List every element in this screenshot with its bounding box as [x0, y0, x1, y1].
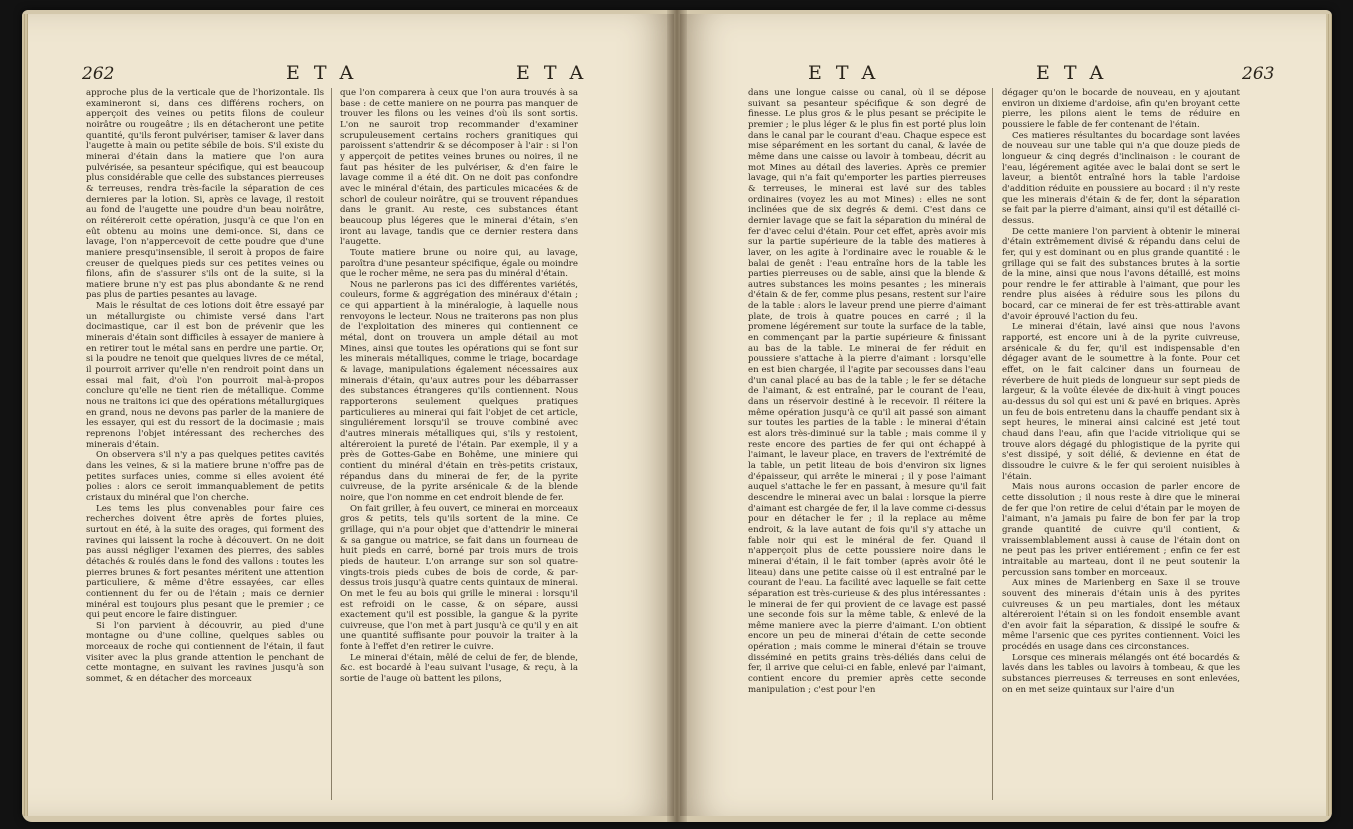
paragraph: Le minerai d'étain, lavé ainsi que nous l'avons rapporté, est encore uni à de la pyrite cuivreuse, arsénicale & du fer, qu'il est indispensable d'en dégager avant de le soumettre à la fonte. Pour cet effet, on le fait calciner dans un fourneau de réverbere de huit pieds de longueur sur sept pieds de largeur, & la voûte élevée de dix-huit à vingt pouces au-dessus du sol qui est uni & pavé en briques. Après un feu de bois entretenu dans la chauffe pendant six à sept heures, le minerai ainsi calciné est jeté tout chaud dans l'eau, afin que l'acide vitriolique qui se trouve alors dégagé du phlogistique de la pyrite qui s'est dissipé, y soit délié, & devienne en état de dissoudre le cuivre & le fer qui seroient nuisibles à l'étain.	[1002, 322, 1240, 482]
right-column-2	[1002, 88, 1240, 800]
paragraph: Les tems les plus convenables pour faire ces recherches doivent être après de fortes pluies, surtout en été, à la suite des orages, qui forment des ravines qui laissent la roche à découvert. On ne doit pas aussi négliger l'examen des pierres, des sables détachés & roulés dans le fond des vallons : toutes les pierres brunes & fort pesantes méritent une attention particuliere, & même d'être essayées, car elles contiennent du fer ou de l'étain ; mais ce dernier minéral est toujours plus pesant que le premier ; ce qui peut encore le faire distinguer.	[86, 503, 324, 621]
running-head-right-2: ETA	[1036, 62, 1118, 84]
paragraph: On fait griller, à feu ouvert, ce minerai en morceaux gros & petits, tels qu'ils sortent de la mine. Ce grillage, qui n'a pour objet que d'attendrir le minerai & sa gangue ou matrice, se fait dans un fourneau de huit pieds en carré, borné par trois murs de trois pieds de hauteur. L'on arrange sur son sol quatre-vingts-trois pieds cubes de bois de corde, & par-dessus trois jusqu'à quatre cents quintaux de minerai. On met le feu au bois qui grille le minerai : lorsqu'il est refroidi on le casse, & on sépare, aussi exactement qu'il est possible, la gangue & la pyrite cuivreuse, que l'on met à part jusqu'à ce qu'il y en ait une quantité suffisante pour pouvoir la traiter à la fonte à l'effet d'en retirer le cuivre.	[340, 503, 578, 653]
column-rule-left	[331, 88, 332, 800]
paragraph: approche plus de la verticale que de l'horizontale. Ils examineront si, dans ces différens rochers, on apperçoit des veines ou petits filons de couleur noirâtre ou rougeâtre ; ils en détacheront une petite quantité, qu'ils feront pulvériser, tamiser & laver dans l'augette à main ou petite sébile de bois. S'il existe du minerai d'étain dans la matiere que l'on aura pulvérisée, sa pesanteur spécifique, qui est beaucoup plus considérable que celle des substances pierreuses & terreuses, rendra très-facile la séparation de ces dernieres par la lotion. Si, après ce lavage, il restoit au fond de l'augette une poudre d'un beau noirâtre, on réitéreroit cette opération, jusqu'à ce que l'on en eût obtenu au moins une demi-once. Si, dans ce lavage, l'on n'appercevoit de cette poudre que d'une maniere presqu'insensible, il seroit à propos de faire creuser de quelques pieds sur ces petites veines ou filons, afin de s'assurer s'ils ont de la suite, si la matiere brune n'y est pas plus abondante & ne rend pas plus de parties pesantes au lavage.	[86, 88, 324, 301]
paragraph: dans une longue caisse ou canal, où il se dépose suivant sa pesanteur spécifique & son degré de finesse. Le plus gros & le plus pesant se précipite le premier ; le plus léger & le plus fin est porté plus loin dans le canal par le courant d'eau. Chaque espece est mise séparément en les sortant du canal, & lavée de même dans une caisse ou lavoir à tombeau, décrit au mot Mines au détail des laveries. Après ce premier lavage, qui n'a fait qu'emporter les parties pierreuses & terreuses, le minerai est lavé sur des tables ordinaires (voyez les au mot Mines) : elles ne sont inclinées que de six degrés & demi. C'est dans ce dernier lavage que se fait la séparation du minéral de fer d'avec celui d'étain. Pour cet effet, après avoir mis sur la partie supérieure de la table des matieres à laver, on les agite à l'ordinaire avec le rouable & le balai de genêt : l'eau entraîne hors de la table les parties pierreuses ou de sable, ainsi que la blende & autres substances les moins pesantes ; les minerais d'étain & de fer, comme plus pesans, restent sur l'aire de la table : alors le laveur prend une pierre d'aimant plate, de trois à quatre pouces en carré ; il la promene légérement sur toute la surface de la table, en commençant par la partie supérieure & finissant au bas de la table. Le minerai de fer réduit en poussiere s'attache à la pierre d'aimant : lorsqu'elle en est bien chargée, il l'agite par secousses dans l'eau d'un canal placé au bas de la table ; le fer se détache de l'aimant, & est entraîné, par le courant de l'eau, dans un réservoir destiné à le recevoir. Il réitere la même opération jusqu'à ce qu'il ait passé son aimant sur toutes les parties de la table : le minerai d'étain est alors très-diminué sur la table ; mais comme il y reste encore des parties de fer qui ont échappé à l'aimant, le laveur place, en travers de l'extrémité de la table, un petit liteau de bois d'environ six lignes d'épaisseur, qui arrête le minerai ; il y pose l'aimant auquel s'attache le fer en passant, à mesure qu'il fait descendre le minerai avec un balai : lorsque la pierre d'aimant est chargée de fer, il la lave comme ci-dessus pour en détacher le fer ; il la replace au même endroit, & la lave autant de fois qu'il s'y attache un fable noir qui est le minéral de fer. Quand il n'apperçoit plus de cette poussiere noire dans le minerai d'étain, il le fait tomber (après avoir ôté le liteau) dans une petite caisse où il est entraîné par le courant de l'eau. La facilité avec laquelle se fait cette séparation est très-curieuse & des plus intéressantes : le minerai de fer qui provient de ce lavage est passé une seconde fois sur la même table, & enlevé de la même maniere avec la pierre d'aimant. L'on obtient encore un peu de minerai d'étain de cette seconde opération ; mais comme le minerai d'étain se trouve disséminé en petits grains très-déliés dans celui de fer, il arrive que celui-ci en fable, enlevé par l'aimant, contient encore du premier après cette seconde manipulation ; c'est pour l'en	[748, 88, 986, 695]
open-book	[22, 10, 1332, 822]
page-number-right: 263	[1242, 64, 1275, 84]
left-column-1	[86, 88, 324, 800]
paragraph: Mais nous aurons occasion de parler encore de cette dissolution ; il nous reste à dire que le minerai de fer que l'on retire de celui d'étain par le moyen de l'aimant, n'a jamais pu faire de bon fer par la trop grande quantité de cuivre qu'il contient, & vraissemblablement aussi à cause de l'étain dont on ne peut pas les priver entiérement ; enfin ce fer est intraitable au marteau, dont il ne peut soutenir la percussion sans tomber en morceaux.	[1002, 482, 1240, 578]
right-column-1	[748, 88, 986, 800]
paragraph: Aux mines de Marienberg en Saxe il se trouve souvent des minerais d'étain unis à des pyrites cuivreuses & un peu martiales, dont les métaux altéreroient l'étain si on les fondoit ensemble avant d'en avoir fait la séparation, & dissipé le soufre & même l'arsenic que ces pyrites contiennent. Voici les procédés en usage dans ces circonstances.	[1002, 578, 1240, 653]
paragraph: Le minerai d'étain, mêlé de celui de fer, de blende, &c. est bocardé à l'eau suivant l'usage, & reçu, à la sortie de l'auge où battent les pilons,	[340, 652, 578, 685]
paragraph: dégager qu'on le bocarde de nouveau, en y ajoutant environ un dixieme d'ardoise, afin qu'en broyant cette pierre, les pilons aient le tems de réduire en poussiere le fable de fer contenant de l'étain.	[1002, 88, 1240, 130]
paragraph: Lorsque ces minerais mélangés ont été bocardés & lavés dans les tables ou lavoirs à tombeau, & que les substances pierreuses & terreuses en sont enlevées, on en met seize quintaux sur l'aire d'un	[1002, 652, 1240, 695]
page-number-left: 262	[82, 64, 115, 84]
paragraph: que l'on comparera à ceux que l'on aura trouvés à sa base : de cette maniere on ne pourra pas manquer de trouver les filons ou les veines d'où ils sont sortis. L'on ne sauroit trop recommander d'examiner scrupuleusement certains rochers granitiques qui paroissent s'attendrir & se décomposer à l'air : si l'on y apperçoit de petites veines brunes ou noires, il ne faut pas hésiter de les pulvériser, & d'en faire le lavage comme il a été dit. On ne doit pas confondre avec le minéral d'étain, des particules micacées & de schorl de couleur noirâtre, qui se trouvent répandues dans le granit. Au reste, ces substances étant beaucoup plus légeres que le minerai d'étain, s'en iront au lavage, tandis que ce dernier restera dans l'augette.	[340, 88, 578, 248]
paragraph: Mais le résultat de ces lotions doit être essayé par un métallurgiste ou chimiste versé dans l'art docimastique, car il est bon de prévenir que les minerais d'étain sont difficiles à essayer de maniere à en retirer tout le métal sans en perdre une partie. Or, si la poudre ne tenoit que quelques livres de ce métal, il pourroit arriver qu'elle n'en rendroit point dans un essai mal fait, d'où l'on pourroit mal-à-propos conclure qu'elle ne tient rien de métallique. Comme nous ne traitons ici que des opérations métallurgiques en grand, nous ne devons pas parler de la maniere de les essayer, qui est du ressort de la docimasie ; mais reprenons l'objet intéressant des recherches des minerais d'étain.	[86, 301, 324, 450]
paragraph: Si l'on parvient à découvrir, au pied d'une montagne ou d'une colline, quelques sables ou morceaux de roche qui contiennent de l'étain, il faut visiter avec la plus grande attention le penchant de cette montagne, en suivant les ravines jusqu'à son sommet, & en détacher des morceaux	[86, 620, 324, 685]
left-column-2	[340, 88, 578, 800]
right-page	[680, 14, 1326, 816]
paragraph: Toute matiere brune ou noire qui, au lavage, paroîtra d'une pesanteur spécifique, égale ou moindre que le rocher même, ne sera pas du minéral d'étain.	[340, 247, 578, 280]
running-head-left-1: ETA	[286, 62, 368, 84]
paragraph: On observera s'il n'y a pas quelques petites cavités dans les veines, & si la matiere brune n'offre pas de petites surfaces unies, comme si elles avoient été polies : alors ce seroit immanquablement de petits cristaux du minéral que l'on cherche.	[86, 450, 324, 503]
running-head-left-2: ETA	[516, 62, 598, 84]
left-page	[28, 14, 674, 816]
paragraph: Ces matieres résultantes du bocardage sont lavées de nouveau sur une table qui n'a que douze pieds de longueur & cinq degrés d'inclinaison : le courant de l'eau, légérement agitée avec le balai dont se sert le laveur, a bientôt entraîné hors la table l'ardoise d'addition réduite en poussiere au bocard : il n'y reste que les minerais d'étain & de fer, dont la séparation se fait par la pierre d'aimant, ainsi qu'il est détaillé ci-dessus.	[1002, 130, 1240, 226]
paragraph: Nous ne parlerons pas ici des différentes variétés, couleurs, forme & aggrégation des minéraux d'étain ; ce qui appartient à la minéralogie, à laquelle nous renvoyons le lecteur. Nous ne traiterons pas non plus de l'exploitation des mineres qui contiennent ce métal, dont on trouvera un ample détail au mot Mines, ainsi que toutes les opérations qui se font sur les minerais métalliques, comme le triage, bocardage & lavage, manipulations également nécessaires aux minerais d'étain, qu'aux autres pour les débarrasser des substances étrangeres qu'ils contiennent. Nous rapporterons seulement quelques pratiques particulieres au minerai qui fait l'objet de cet article, singuliérement lorsqu'il se trouve combiné avec d'autres minerais métalliques qui, s'ils y restoient, altéreroient la pureté de l'étain. Par exemple, il y a près de Gottes-Gabe en Bohême, une miniere qui contient du minéral d'étain en très-petits cristaux, répandus dans du minerai de fer, de la pyrite cuivreuse, de la pyrite arsénicale & de la blende noire, que l'on nomme en cet endroit blende de fer.	[340, 279, 578, 503]
running-head-right-1: ETA	[808, 62, 890, 84]
paragraph: De cette maniere l'on parvient à obtenir le minerai d'étain extrêmement divisé & répandu dans celui de fer, qui y est dominant ou en plus grande quantité : le grillage qui se fait des substances brutes à la sortie de la mine, ainsi que nous l'avons détaillé, est moins pour rendre le fer attirable à l'aimant, que pour les rendre plus aisées à réduire sous les pilons du bocard, car ce minerai de fer est très-attirable avant d'avoir éprouvé l'action du feu.	[1002, 226, 1240, 322]
column-rule-right	[992, 88, 993, 800]
book-spine	[667, 10, 687, 822]
